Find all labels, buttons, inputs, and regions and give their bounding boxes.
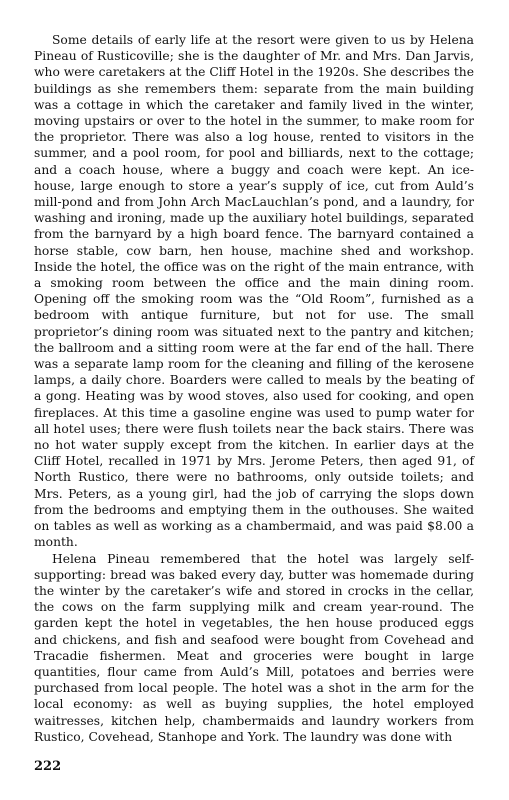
body-text (34, 32, 474, 745)
paragraph-self-supporting-hotel: Helena Pineau remembered that the hotel was largely self-supporting: bread was baked every day, butter was homemade during the winter by the caretaker’s wife and stored in crocks in the cellar, the cows on the farm supplying milk and cream year-round. The garden kept the hotel in vegetables, the hen house produced eggs and chickens, and fish and seafood were bought from Covehead and Tracadie fishermen. Meat and groceries were bought in large quantities, flour came from Auld’s Mill, potatoes and berries were purchased from local people. The hotel was a shot in the arm for the local economy: as well as buying supplies, the hotel employed waitresses, kitchen help, chambermaids and laundry workers from Rustico, Covehead, Stanhope and York. The laundry was done with (34, 551, 474, 744)
paragraph-resort-buildings: Some details of early life at the resort were given to us by Helena Pineau of Rusticoville; she is the daughter of Mr. and Mrs. Dan Jarvis, who were caretakers at the Cliff Hotel in the 1920s. She describes the buildings as she remembers them: separate from the main building was a cottage in which the caretaker and family lived in the winter, moving upstairs or over to the hotel in the summer, to make room for the proprietor. There was also a log house, rented to visitors in the summer, and a pool room, for pool and billiards, next to the cottage; and a coach house, where a buggy and coach were kept. An ice-house, large enough to store a year’s supply of ice, cut from Auld’s mill-pond and from John Arch MacLauchlan’s pond, and a laundry, for washing and ironing, made up the auxiliary hotel buildings, separated from the barnyard by a high board fence. The barnyard contained a horse stable, cow barn, hen house, machine shed and workshop. Inside the hotel, the office was on the right of the main entrance, with a smoking room between the office and the main dining room. Opening off the smoking room was the “Old Room”, furnished as a bedroom with antique furniture, but not for use. The small proprietor’s dining room was situated next to the pantry and kitchen; the ballroom and a sitting room were at the far end of the hall. There was a separate lamp room for the cleaning and filling of the kerosene lamps, a daily chore. Boarders were called to meals by the beating of a gong. Heating was by wood stoves, also used for cooking, and open fireplaces. At this time a gasoline engine was used to pump water for all hotel uses; there were flush toilets near the back stairs. There was no hot water supply except from the kitchen. In earlier days at the Cliff Hotel, recalled in 1971 by Mrs. Jerome Peters, then aged 91, of North Rustico, there were no bathrooms, only outside toilets; and Mrs. Peters, as a young girl, had the job of carrying the slops down from the bedrooms and emptying them in the outhouses. She waited on tables as well as working as a chambermaid, and was paid $8.00 a month. (34, 33, 474, 550)
page-number: 222 (34, 759, 62, 774)
